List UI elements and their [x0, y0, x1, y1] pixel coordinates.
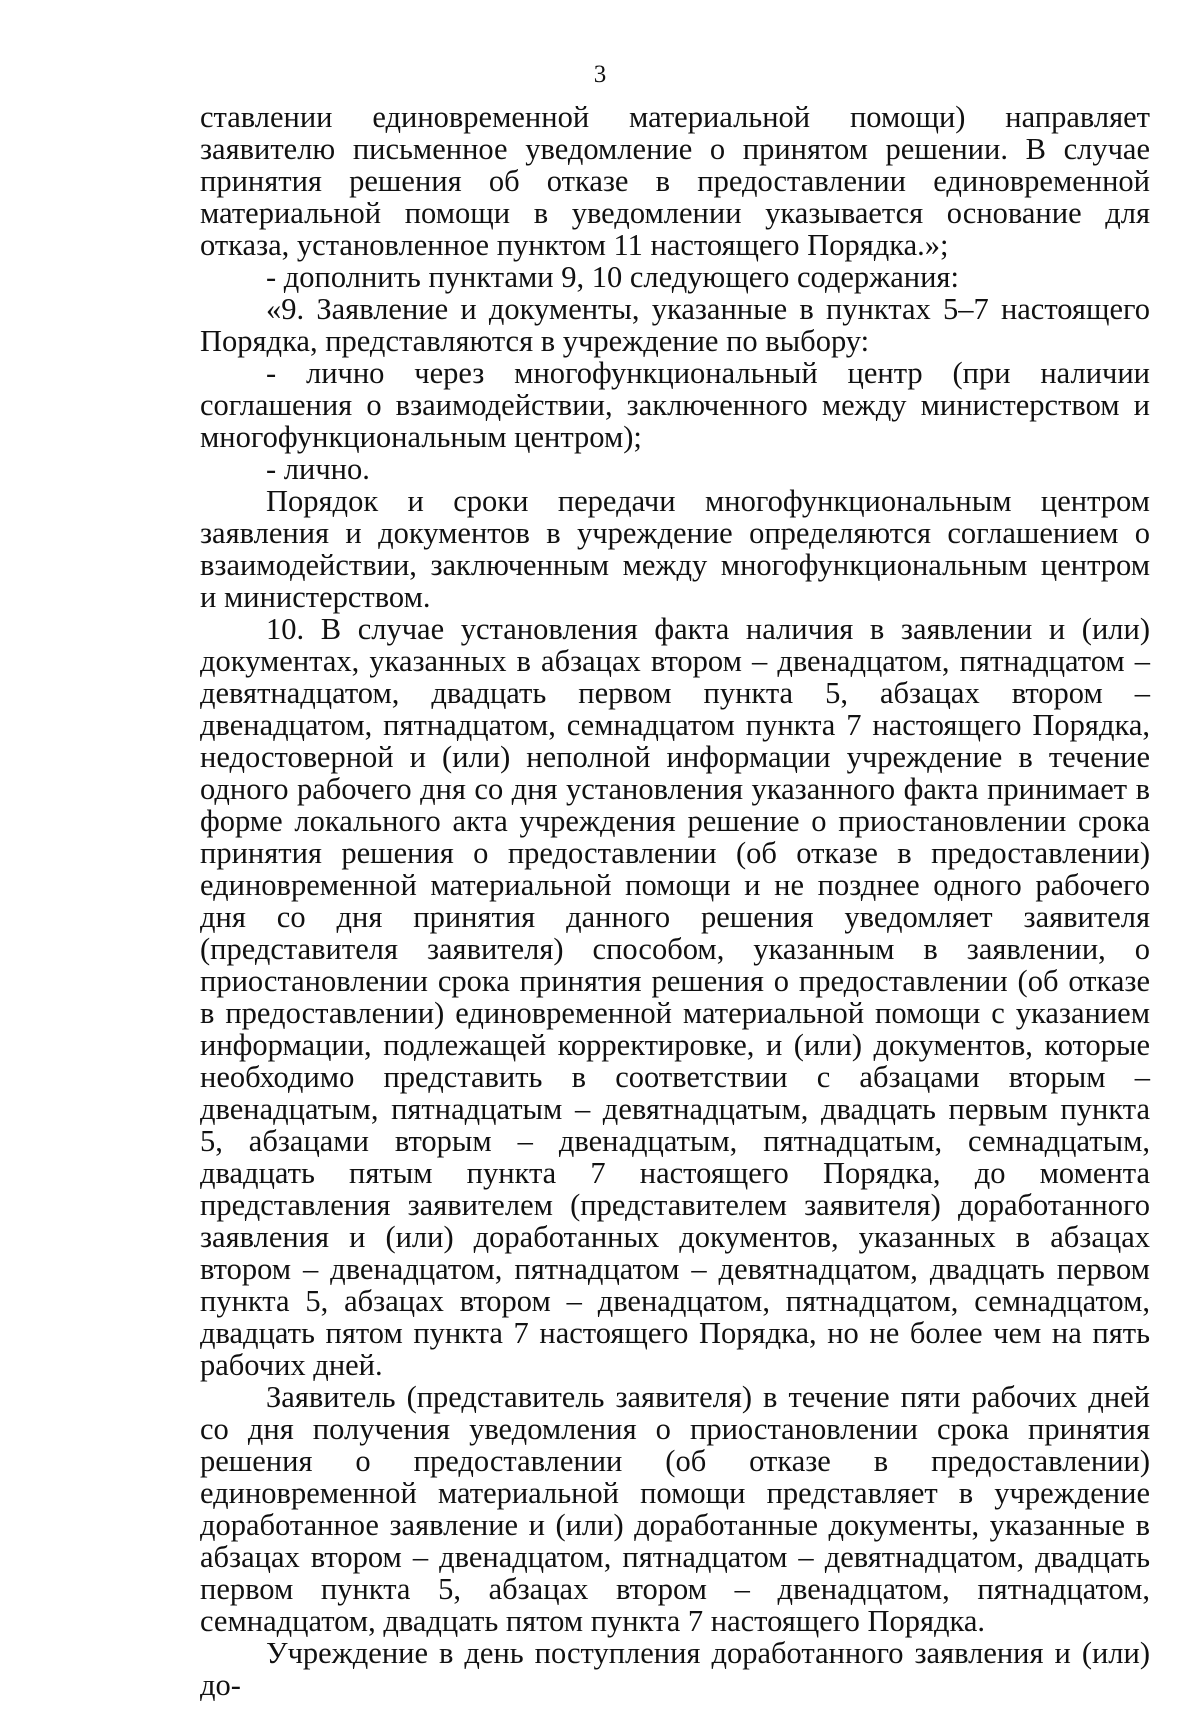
paragraph-option-mfc: - лично через многофункциональный центр (при наличии соглашения о взаимодействии, заключенного между министерством и многофункциональным центром); — [200, 356, 1150, 454]
paragraph-transfer-procedure: Порядок и сроки передачи многофункциональным центром заявления и документов в учреждение определяются соглашением о взаимодействии, заключенным между многофункциональным центром и министерством. — [200, 484, 1150, 614]
paragraph-continuation: ставлении единовременной материальной помощи) направляет заявителю письменное уведомление о принятом решении. В случае принятия решения об отказе в предоставлении единовременной материальной помощи в уведомлении указывается основание для отказа, установленное пунктом 11 настоящего Порядка.»; — [200, 100, 1150, 262]
paragraph-applicant-resubmission: Заявитель (представитель заявителя) в течение пяти рабочих дней со дня получения уведомления о приостановлении срока принятия решения о предоставлении (об отказе в предоставлении) единовременной материальной помощи представляет в учреждение доработанное заявление и (или) доработанные документы, указанные в абзацах втором – двенадцатом, пятнадцатом – девятнадцатом, двадцать первом пункта 5, абзацах втором – двенадцатом, пятнадцатом, семнадцатом, двадцать пятом пункта 7 настоящего Порядка. — [200, 1380, 1150, 1638]
paragraph-point-9: «9. Заявление и документы, указанные в пунктах 5–7 настоящего Порядка, представляются в учреждение по выбору: — [200, 292, 1150, 358]
paragraph-amendment-intro: - дополнить пунктами 9, 10 следующего содержания: — [266, 260, 959, 294]
paragraph-option-in-person: - лично. — [266, 452, 370, 486]
paragraph-point-10: 10. В случае установления факта наличия в заявлении и (или) документах, указанных в абзацах втором – двенадцатом, пятнадцатом – девятнадцатом, двадцать первом пункта 5, абзацах втором – двенадцатом, пятнадцатом, семнадцатом пункта 7 настоящего Порядка, недостоверной и (или) неполной информации учреждение в течение одного рабочего дня со дня установления указанного факта принимает в форме локального акта учреждения решение о приостановлении срока принятия решения о предоставлении (об отказе в предоставлении) единовременной материальной помощи и не позднее одного рабочего дня со дня принятия данного решения уведомляет заявителя (представителя заявителя) способом, указанным в заявлении, о приостановлении срока принятия решения о предоставлении (об отказе в предоставлении) единовременной материальной помощи с указанием информации, подлежащей корректировке, и (или) документов, которые необходимо представить в соответствии с абзацами вторым – двенадцатым, пятнадцатым – девятнадцатым, двадцать первым пункта 5, абзацами вторым – двенадцатым, пятнадцатым, семнадцатым, двадцать пятым пункта 7 настоящего Порядка, до момента представления заявителем (представителем заявителя) доработанного заявления и (или) доработанных документов, указанных в абзацах втором – двенадцатом, пятнадцатом – девятнадцатом, двадцать первом пункта 5, абзацах втором – двенадцатом, пятнадцатом, семнадцатом, двадцать пятом пункта 7 настоящего Порядка, но не более чем на пять рабочих дней. — [200, 612, 1150, 1382]
page-number: 3 — [593, 61, 607, 88]
paragraph-institution-receipt: Учреждение в день поступления доработанного заявления и (или) до- — [200, 1636, 1150, 1702]
document-body — [200, 101, 1150, 1701]
